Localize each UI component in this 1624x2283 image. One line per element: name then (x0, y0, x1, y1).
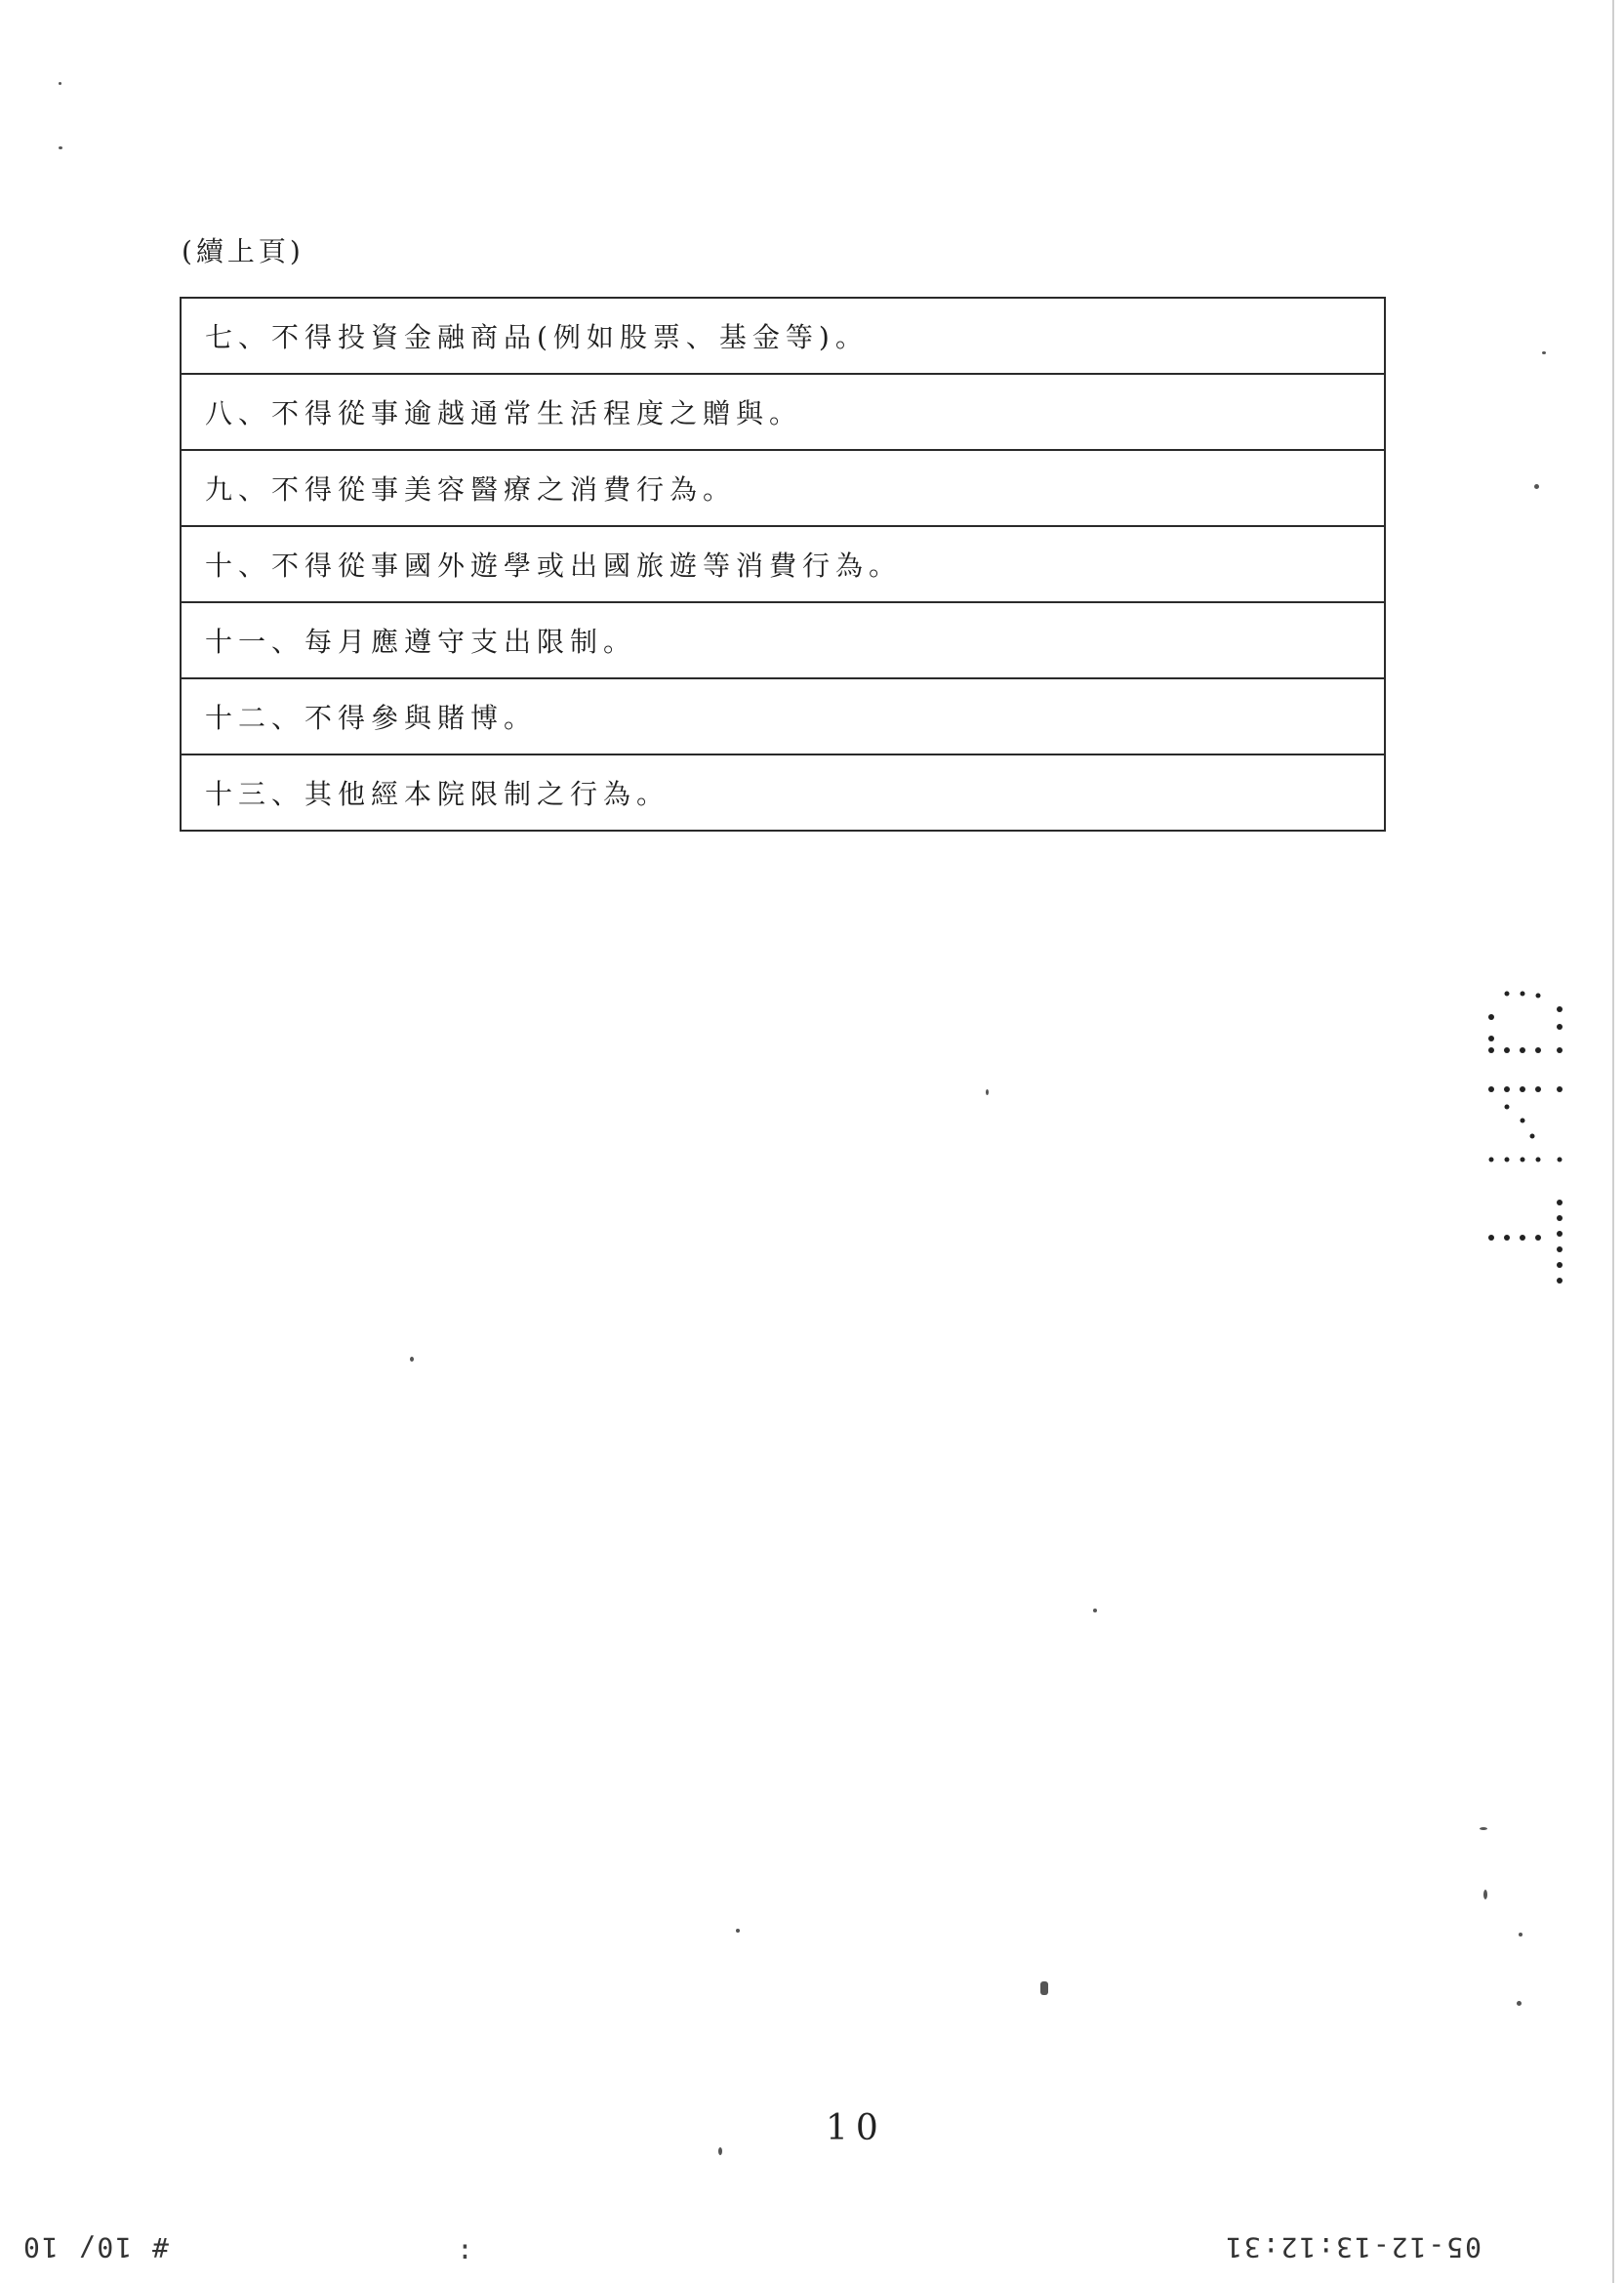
restrictions-table (180, 297, 1386, 832)
scan-speck (1517, 2001, 1522, 2006)
scan-speck (718, 2147, 722, 2155)
scan-speck (1093, 1609, 1097, 1612)
table-row (181, 678, 1385, 754)
restriction-item: 十三、其他經本院限制之行為。 (205, 778, 670, 810)
scan-speck (1534, 484, 1539, 489)
restriction-item: 十一、每月應遵守支出限制。 (181, 602, 1385, 678)
scan-speck (1480, 1827, 1487, 1830)
restriction-item: 八、不得從事逾越通常生活程度之贈與。 (181, 374, 1385, 450)
scan-speck (1519, 1933, 1522, 1936)
dot-matrix-stamp-icon (1482, 988, 1575, 1290)
table-row (181, 374, 1385, 450)
scan-edge-line (1612, 0, 1614, 2283)
scan-speck (1542, 351, 1546, 354)
scan-speck (59, 82, 61, 85)
page-number: 10 (826, 2108, 886, 2148)
table-row (181, 602, 1385, 678)
table-row (181, 526, 1385, 602)
scan-speck (1040, 1981, 1048, 1995)
fax-page-counter: # 10/ 10 (21, 2231, 169, 2263)
scan-speck (736, 1929, 740, 1933)
table-row (181, 754, 1385, 831)
restriction-item: 七、不得投資金融商品(例如股票、基金等)。 (181, 298, 1385, 374)
fax-timestamp: 05-12-13:12:31 (1224, 2231, 1482, 2263)
restriction-item: 九、不得從事美容醫療之消費行為。 (181, 450, 1385, 526)
table-row (181, 450, 1385, 526)
scan-speck (1483, 1890, 1487, 1899)
fax-separator: : (457, 2233, 473, 2265)
scan-speck (410, 1357, 414, 1362)
continued-label: (續上頁) (182, 235, 304, 267)
restriction-item: 十二、不得參與賭博。 (181, 678, 1385, 754)
restriction-item: 十、不得從事國外遊學或出國旅遊等消費行為。 (181, 526, 1385, 602)
scan-speck (59, 146, 62, 149)
table-row (181, 298, 1385, 374)
scan-speck (986, 1089, 989, 1095)
